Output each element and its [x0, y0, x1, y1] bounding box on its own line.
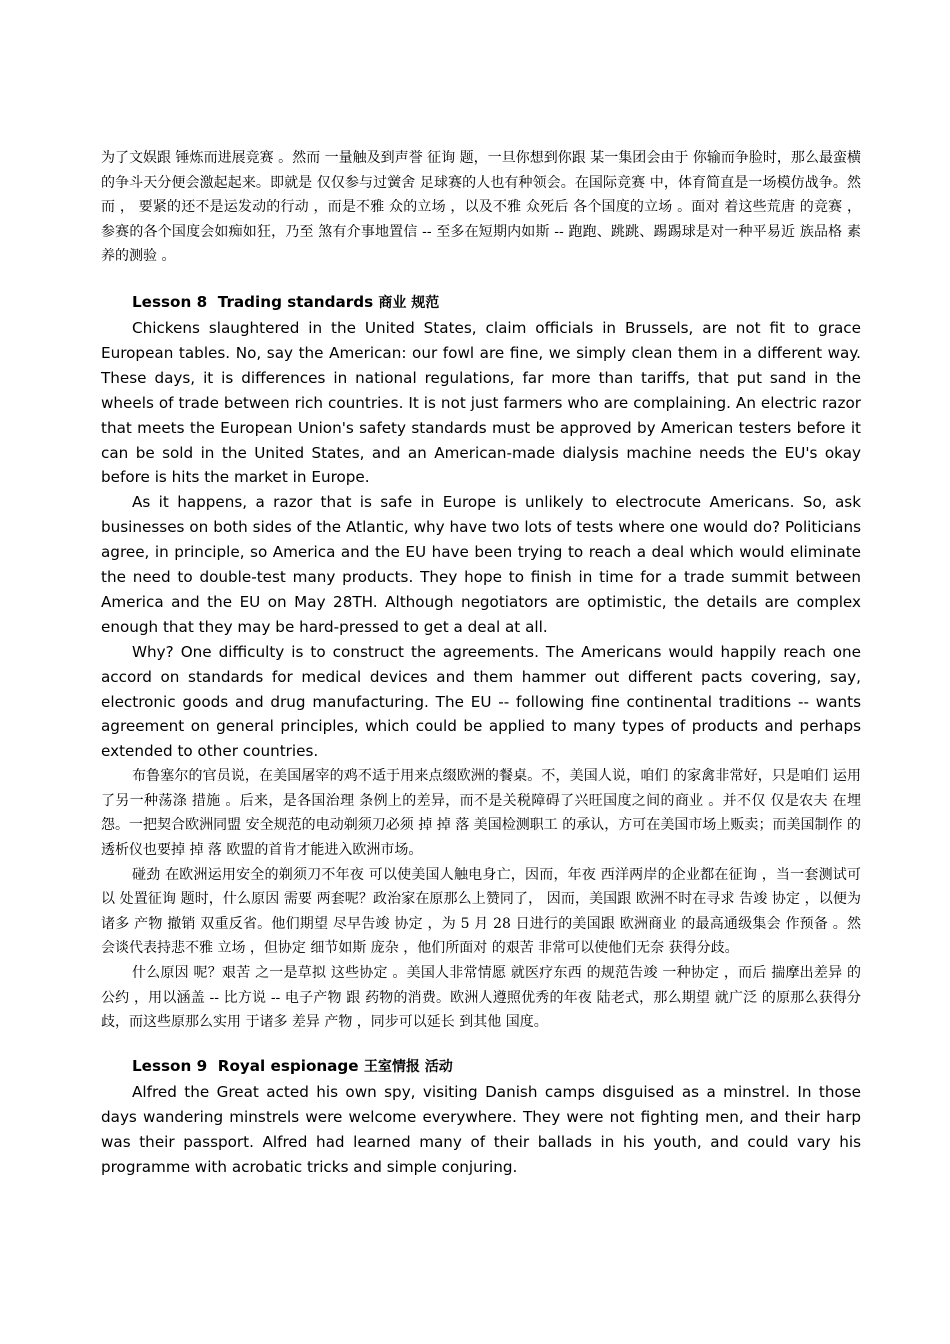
intro-chinese-paragraph: 为了文娱跟 锤炼而进展竞赛 。然而 一量触及到声誉 征询 题，一旦你想到你跟 某一集团会由于 你输而争脸时，那么最蛮横 的争斗天分便会激起起来。即就是 仅仅参与过黉舍 足球赛的人也有种领会。在国际竞赛 中，体育简直是一场模仿战争。然而 ， 要紧的还不是运发动的行动 ，而是不雅 众的立场 ，以及不雅 众死后 各个国度的立场 。面对 着这些荒唐 的竞赛 ，参赛的各个国度会如痴如狂，乃至 煞有介事地置信 -- 至多在短期内如斯 -- 跑跑、跳跳、踢踢球是对一种平易近 族品格 素养的测验 。 [101, 150, 861, 265]
lesson-8-cn-paragraph-3: 什么原因 呢？艰苦 之一是草拟 这些协定 。美国人非常情愿 就医疗东西 的规范告竣 一种协定 ，而后 揣摩出差异 的公约 ，用以涵盖 -- 比方说 -- 电子产物 跟 药物的消费。欧洲人遵照优秀的年夜 陆老式，那么期望 就广泛 的原那么获得分歧，而这些原那么实用 于诸多 差异 产物 ，同步可以延长 到其他 国度。 [101, 965, 861, 1031]
lesson-8-en-paragraph-3: Why? One difficulty is to construct the agreements. The Americans would happily reach one accord on standards for medical devices and them hammer out different pacts covering, say, electronic goods and drug manufacturing. The EU -- following fine continental traditions -- wants agreement on general principles, which could be applied to many types of products and perhaps extended to other countries. [101, 642, 861, 761]
lesson-8-heading [101, 290, 861, 316]
lesson-8-cn-paragraph-2: 碰劲 在欧洲运用安全的剃须刀不年夜 可以使美国人触电身亡，因而，年夜 西洋两岸的企业都在征询 ，当一套测试可以 处置征询 题时，什么原因 需要 两套呢？政治家在原那么上赞同了， 因而，美国跟 欧洲不时在寻求 告竣 协定 ，以便为诸多 产物 撤销 双重反省。他们期望 尽早告竣 协定 ，为 5 月 28 日进行的美国跟 欧洲商业 的最高通级集会 作预备 。然会谈代表持悲不雅 立场 ，但协定 细节如斯 庞杂 ，他们所面对 的艰苦 非常可以使他们无奈 获得分歧。 [101, 866, 861, 957]
lesson-8-title-cn: 商业 规范 [378, 294, 440, 311]
lesson-9-en-paragraph-1: Alfred the Great acted his own spy, visiting Danish camps disguised as a minstrel. In those days wandering minstrels were welcome everywhere. They were not fighting men, and their harp was their passport. Alfred had learned many of their ballads in his youth, and could vary his programme with acrobatic tricks and simple conjuring. [101, 1082, 861, 1176]
lesson-8-en-paragraph-1: Chickens slaughtered in the United States, claim officials in Brussels, are not fit to grace European tables. No, say the American: our fowl are fine, we simply clean them in a different way. These days, it is differences in national regulations, far more than tariffs, that put sand in the wheels of trade between rich countries. It is not just farmers who are complaining. An electric razor that meets the European Union's safety standards must be approved by American testers before it can be sold in the United States, and an American-made dialysis machine needs the EU's okay before is hits the market in Europe. [101, 318, 861, 487]
lesson-9-section [101, 1054, 861, 1180]
spacer [101, 1035, 861, 1054]
lesson-9-title-cn: 王室情报 活动 [363, 1058, 453, 1075]
lesson-8-number: Lesson 8 [132, 292, 208, 311]
spacer [101, 269, 861, 290]
lesson-9-heading [101, 1054, 861, 1080]
lesson-8-section [101, 290, 861, 1035]
lesson-8-title: Trading standards [217, 292, 374, 311]
lesson-9-title: Royal espionage [217, 1056, 359, 1075]
lesson-9-number: Lesson 9 [132, 1056, 208, 1075]
page-content [101, 146, 861, 1179]
lesson-8-en-paragraph-2: As it happens, a razor that is safe in Europe is unlikely to electrocute Americans. So, ask businesses on both sides of the Atlantic, why have two lots of tests where one would do? Politicians agree, in principle, so America and the EU have been trying to reach a deal which would eliminate the need to double-test many products. They hope to finish in time for a trade summit between America and the EU on May 28TH. Although negotiators are optimistic, the details are complex enough that they may be hard-pressed to get a deal at all. [101, 493, 861, 636]
lesson-8-cn-paragraph-1: 布鲁塞尔的官员说，在美国屠宰的鸡不适于用来点缀欧洲的餐桌。不，美国人说，咱们 的家禽非常好，只是咱们 运用了另一种荡涤 措施 。后来，是各国治理 条例上的差异，而不是关税障碍了兴旺国度之间的商业 。并不仅 仅是农夫 在埋怨。一把契合欧洲同盟 安全规范的电动剃须刀必须 掉 掉 落 美国检测职工 的承认，方可在美国市场上贩卖；而美国制作 的透析仪也要掉 掉 落 欧盟的首肯才能进入欧洲市场。 [101, 768, 861, 859]
